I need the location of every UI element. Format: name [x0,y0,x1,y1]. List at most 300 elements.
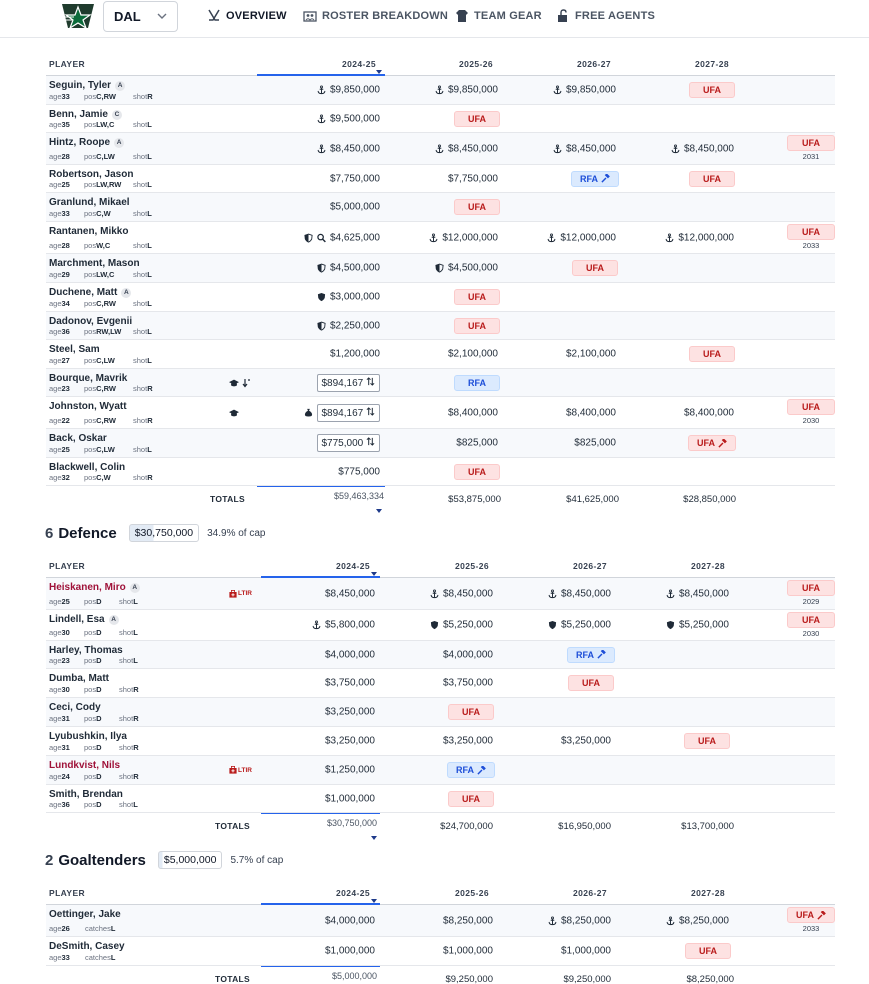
totals-divider [261,813,380,814]
player-name-link[interactable] [49,401,127,412]
anchor-icon [312,621,321,630]
totals-label: TOTALS [215,821,251,831]
player-age: age22 [49,416,70,425]
player-age: age23 [49,656,70,665]
table-row[interactable] [46,76,835,105]
player-name-link[interactable] [49,373,127,384]
contract-end-year: 2030 [802,629,820,638]
player-meta [49,800,249,809]
player-shot: shotL [119,597,138,606]
table-row[interactable] [46,578,835,610]
search-icon [317,233,326,242]
sort-caret-icon [376,509,382,513]
player-meta [49,714,249,723]
table-row[interactable] [46,254,835,283]
player-name: Duchene, Matt [49,287,118,298]
contract-end-status[interactable] [787,399,835,425]
table-row[interactable] [46,105,835,133]
salary-cell: $5,800,000 [312,620,375,631]
roster-icon [303,9,317,23]
anchor-icon [548,589,557,598]
jersey-icon [455,9,469,23]
ufa-status-badge[interactable]: UFA [787,580,835,596]
season-column-header[interactable]: 2026-27 [573,561,607,571]
salary-cell: $8,250,000 [442,915,493,926]
stars-logo-icon[interactable] [60,0,96,32]
salary-cell: $8,400,000 [447,407,498,418]
salary-cell: $8,450,000 [317,143,380,154]
player-name-link[interactable] [49,80,125,91]
table-row[interactable] [46,397,835,429]
season-column-header[interactable]: 2024-25 [336,888,370,898]
player-name: Smith, Brendan [49,789,123,800]
table-row[interactable] [46,165,835,193]
total-value: $8,250,000 [686,974,734,984]
salary-cell: $7,750,000 [329,173,380,184]
table-row[interactable] [46,937,835,966]
season-column-header[interactable]: 2026-27 [573,888,607,898]
salary-cell: $9,500,000 [317,113,380,124]
player-meta [49,209,249,218]
player-catches: catchesL [85,953,116,962]
player-shot: shotR [119,743,139,752]
salary-cell: $2,250,000 [317,320,380,331]
player-name-link[interactable] [49,137,124,148]
player-name: Lyubushkin, Ilya [49,731,127,742]
salary-select[interactable]: $894,167 [317,404,381,422]
player-age: age28 [49,152,70,161]
totals-label: TOTALS [210,494,246,504]
total-value: $41,625,000 [566,494,619,505]
shield-icon [548,621,557,630]
player-age: age35 [49,120,70,129]
player-age: age31 [49,714,70,723]
player-shot: shotL [119,656,138,665]
ltir-briefcase-icon [229,766,237,774]
player-name: Granlund, Mikael [49,197,130,208]
player-column-header: PLAYER [49,59,86,69]
table-header [46,554,835,578]
goaltenders-count: 2 [45,851,54,869]
ufa-status-badge[interactable]: UFA [448,704,494,720]
ufa-status-badge[interactable]: UFA [787,612,835,628]
total-value: $24,700,000 [440,821,493,832]
table-row[interactable] [46,905,835,937]
ufa-status-badge[interactable]: UFA [787,399,835,415]
player-name: Rantanen, Mikko [49,226,129,237]
totals-divider [261,966,380,967]
salary-cell: $2,100,000 [447,348,498,360]
hammer-icon [718,439,727,448]
table-row[interactable] [46,641,835,669]
nav-free-agents-label: FREE AGENTS [575,10,656,22]
salary-cell: $9,850,000 [435,85,498,96]
table-row[interactable] [46,610,835,641]
player-name-link[interactable] [49,462,125,473]
anchor-icon [317,114,326,123]
salary-cell: $4,625,000 [304,232,380,243]
player-age: age25 [49,445,70,454]
player-meta [49,473,249,482]
player-name-link[interactable] [49,258,140,269]
player-position: posC,RW [84,299,116,308]
ufa-status-badge[interactable]: UFA [448,791,494,807]
player-name-link[interactable] [49,673,109,684]
player-name-link[interactable] [49,789,123,800]
season-column-header[interactable]: 2027-28 [695,59,729,69]
player-name-link[interactable] [49,287,131,298]
player-age: age30 [49,685,70,694]
contract-end-year: 2033 [802,924,820,933]
salary-cell: $8,450,000 [553,143,616,154]
player-shot: shotL [133,152,152,161]
salary-cell: $825,000 [456,437,498,449]
nav-roster-breakdown[interactable] [303,9,448,23]
totals-divider [257,486,385,487]
player-meta [49,356,249,365]
player-name-link[interactable] [49,169,133,180]
table-row[interactable] [46,698,835,727]
salary-cell: $5,250,000 [666,620,729,631]
player-age: age24 [49,772,70,781]
player-age: age30 [49,628,70,637]
player-age: age36 [49,327,70,336]
table-row[interactable] [46,283,835,312]
player-name: Seguin, Tyler [49,80,112,91]
player-shot: shotL [133,180,152,189]
table-row[interactable] [46,429,835,458]
salary-cell: $8,400,000 [565,407,616,418]
season-column-header[interactable]: 2024-25 [342,59,376,69]
salary-cell[interactable] [317,374,381,392]
anchor-icon [547,233,556,242]
contract-end-status[interactable] [787,907,835,933]
salary-cell: $3,250,000 [560,735,611,747]
captaincy-badge: A [115,81,125,91]
season-column-header[interactable]: 2027-28 [691,561,725,571]
swap-icon [366,437,375,446]
contract-end-status[interactable] [787,224,835,250]
table-row[interactable] [46,222,835,254]
season-column-header[interactable]: 2025-26 [455,561,489,571]
player-name: DeSmith, Casey [49,941,125,952]
player-shot: shotL [133,270,152,279]
ufa-status-badge[interactable]: UFA [685,943,731,959]
player-age: age28 [49,241,70,250]
anchor-icon [435,144,444,153]
contract-end-status[interactable] [787,580,835,606]
player-name-link[interactable] [49,109,122,120]
player-name-link[interactable] [49,582,140,593]
player-name: Benn, Jamie [49,109,108,120]
player-shot: shotL [133,356,152,365]
ufa-status-badge[interactable]: UFA [787,907,835,923]
ufa-status-badge[interactable]: UFA [454,199,500,215]
salary-cell: $825,000 [574,437,616,449]
player-name: Blackwell, Colin [49,462,126,473]
hammer-icon [601,174,610,183]
player-shot: shotL [133,241,152,250]
player-age: age23 [49,384,70,393]
salary-cell: $4,000,000 [324,649,375,660]
ufa-status-badge[interactable]: UFA [787,224,835,240]
player-position: posC,LW [84,356,115,365]
anchor-icon [553,144,562,153]
player-name-link[interactable] [49,760,120,771]
rookie-icons [229,378,252,388]
table-row[interactable] [46,756,835,785]
player-shot: shotL [119,800,138,809]
hammer-icon [597,650,606,659]
player-meta [49,92,249,101]
player-position: posC,W [84,473,111,482]
player-age: age33 [49,953,70,962]
table-row[interactable] [46,312,835,340]
down-arrow-icon [242,378,252,388]
player-position: posD [84,628,102,637]
captaincy-badge: A [121,288,131,298]
salary-cell: $5,250,000 [548,620,611,631]
player-position: posD [84,714,102,723]
table-row[interactable] [46,340,835,369]
defence-title: Defence [58,524,117,542]
table-row[interactable] [46,133,835,165]
nav-overview[interactable] [207,9,287,23]
salary-select[interactable]: $894,167 [317,374,381,392]
ltir-badge[interactable]: LTIR [229,766,252,774]
ltir-briefcase-icon [229,590,237,598]
table-row[interactable] [46,193,835,222]
captaincy-badge: C [112,110,122,120]
ufa-status-badge[interactable]: UFA [787,135,835,151]
player-name-link[interactable] [49,226,128,237]
player-age: age33 [49,92,70,101]
salary-cell: $8,400,000 [683,407,734,418]
ufa-status-badge[interactable]: UFA [572,260,618,276]
table-row[interactable] [46,369,835,397]
player-position: posD [84,656,102,665]
salary-cell: $1,250,000 [324,764,375,776]
totals-row [46,813,835,839]
player-age: age32 [49,473,70,482]
player-name-link[interactable] [49,645,123,656]
anchor-icon [317,86,326,95]
player-shot: shotL [133,120,152,129]
player-name-link[interactable] [49,702,101,713]
player-name: Dumba, Matt [49,673,109,684]
ufa-status-badge[interactable]: UFA [454,111,500,127]
total-value: $30,750,000 [326,818,377,828]
team-select[interactable] [103,1,178,32]
player-shot: shotL [133,209,152,218]
player-name: Lindell, Esa [49,614,105,625]
player-age: age31 [49,743,70,752]
salary-cell: $8,450,000 [671,143,734,154]
total-value: $13,700,000 [681,821,734,832]
ufa-status-badge[interactable]: UFA [454,289,500,305]
table-row[interactable] [46,669,835,698]
swap-icon [366,377,375,386]
player-name: Johnston, Wyatt [49,401,127,412]
player-shot: shotR [119,714,139,723]
shield-icon [666,621,675,630]
player-shot: shotR [119,772,139,781]
player-meta [49,327,249,336]
shield-half-icon [317,264,326,273]
graduation-cap-icon [229,378,239,388]
anchor-icon [430,589,439,598]
ufa-status-badge[interactable]: UFA [689,82,735,98]
player-age: age34 [49,299,70,308]
player-age: age36 [49,800,70,809]
player-meta [49,270,249,279]
rfa-status-badge[interactable]: RFA [571,171,619,187]
player-position: posLW,C [84,270,115,279]
season-column-header[interactable]: 2026-27 [577,59,611,69]
salary-cell: $5,000,000 [329,201,380,213]
salary-cell: $8,450,000 [324,588,375,599]
rookie-icons [229,408,239,418]
salary-cell: $5,250,000 [430,620,493,631]
player-name-link[interactable] [49,344,100,355]
captaincy-badge: A [130,583,140,593]
player-position: posLW,C [84,120,115,129]
contract-end-status[interactable] [787,612,835,638]
anchor-icon [435,86,444,95]
nav-team-gear[interactable] [455,9,542,23]
salary-cell[interactable] [317,434,381,452]
player-name-link[interactable] [49,614,119,625]
ltir-badge[interactable]: LTIR [229,590,252,598]
salary-cell: $7,750,000 [447,173,498,184]
salary-cell: $8,450,000 [666,588,729,599]
salary-cell: $8,450,000 [430,588,493,599]
contract-end-year: 2030 [802,416,820,425]
player-position: posC,RW [84,92,116,101]
total-value: $28,850,000 [683,494,736,505]
nav-free-agents[interactable] [556,9,655,23]
table-row[interactable] [46,458,835,486]
salary-cell: $775,000 [338,466,380,477]
nav-overview-label: OVERVIEW [226,10,287,22]
player-meta [49,445,249,454]
season-column-header[interactable]: 2025-26 [455,888,489,898]
ufa-status-badge[interactable]: UFA [454,464,500,480]
salary-cell: $4,000,000 [324,915,375,926]
table-row[interactable] [46,727,835,756]
anchor-icon [666,916,675,925]
anchor-icon [429,233,438,242]
nav-gear-label: TEAM GEAR [474,10,542,22]
hammer-icon [477,766,486,775]
contract-end-status[interactable] [787,135,835,161]
ufa-status-badge[interactable]: UFA [689,346,735,362]
salary-cell: $8,250,000 [548,915,611,926]
shield-icon [317,293,326,302]
player-name-link[interactable] [49,197,130,208]
sort-caret-icon [376,70,382,74]
shield-half-icon [435,264,444,273]
top-navigation [0,0,869,38]
player-meta [49,685,249,694]
player-column-header: PLAYER [49,561,86,571]
player-name-link[interactable] [49,941,125,952]
player-name-link[interactable] [49,433,107,444]
anchor-icon [666,589,675,598]
salary-select[interactable]: $775,000 [317,434,381,452]
player-name: Lundkvist, Nils [49,760,121,771]
player-name: Heiskanen, Miro [49,582,126,593]
goaltenders-table [46,881,835,984]
ufa-status-badge[interactable]: UFA [568,675,614,691]
player-position: posC,RW [84,416,116,425]
captaincy-badge: A [109,615,119,625]
ufa-status-badge[interactable]: UFA [684,733,730,749]
player-meta [49,180,249,189]
nav-roster-label: ROSTER BREAKDOWN [322,10,449,22]
forwards-table [46,52,835,512]
player-age: age25 [49,180,70,189]
swap-icon [366,407,375,416]
anchor-icon [317,144,326,153]
goaltenders-title: Goaltenders [58,851,146,869]
player-meta [49,772,249,781]
anchor-icon [671,144,680,153]
shield-half-icon [304,233,313,242]
season-column-header[interactable]: 2027-28 [691,888,725,898]
ufa-status-badge[interactable]: UFA [688,435,736,451]
contract-end-year: 2033 [802,241,820,250]
defence-table [46,554,835,839]
player-shot: shotL [133,327,152,336]
player-age: age27 [49,356,70,365]
salary-cell: $9,850,000 [317,85,380,96]
table-row[interactable] [46,785,835,813]
salary-cell: $3,250,000 [324,735,375,747]
player-name-link[interactable] [49,731,127,742]
player-age: age25 [49,597,70,606]
rfa-status-badge[interactable]: RFA [454,375,500,391]
player-name-link[interactable] [49,316,132,327]
goaltenders-cap-pct: 5.7% of cap [230,854,284,866]
ufa-status-badge[interactable]: UFA [689,171,735,187]
contract-end-year: 2029 [802,597,820,606]
player-name: Steel, Sam [49,344,100,355]
rfa-status-badge[interactable]: RFA [567,647,615,663]
player-position: posD [84,772,102,781]
rfa-status-badge[interactable]: RFA [447,762,495,778]
hammer-icon [817,911,826,920]
player-shot: shotR [133,384,153,393]
player-name: Back, Oskar [49,433,107,444]
anchor-icon [548,916,557,925]
team-select-value: DAL [114,9,141,24]
total-value: $9,250,000 [563,974,611,984]
season-column-header[interactable]: 2024-25 [336,561,370,571]
chevron-down-icon [156,10,168,22]
total-value: $9,250,000 [445,974,493,984]
season-column-header[interactable]: 2025-26 [459,59,493,69]
player-name-link[interactable] [49,909,121,920]
player-meta [49,416,249,425]
player-meta [49,656,249,665]
player-meta [49,953,249,962]
player-meta [49,628,249,637]
ufa-status-badge[interactable]: UFA [454,318,500,334]
salary-cell[interactable] [304,404,381,422]
salary-cell: $8,250,000 [666,915,729,926]
totals-row [46,486,835,512]
